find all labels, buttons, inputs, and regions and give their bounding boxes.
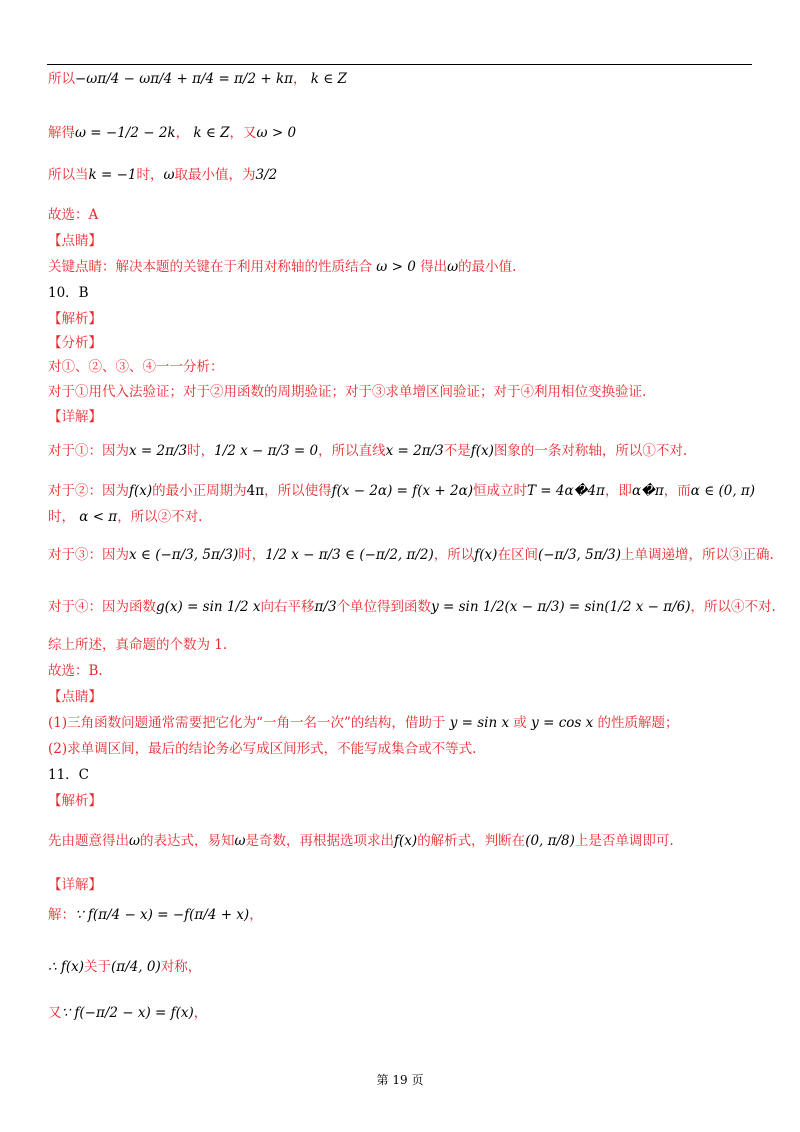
math-expression: ω > 0 [256,125,297,141]
math-expression: f(x) [470,443,494,459]
text-segment: 或 [513,715,527,731]
math-expression: α�π [631,483,664,499]
text-segment: (2)求单调区间，最后的结论务必写成区间形式，不能写成集合或不等式. [48,741,477,757]
math-expression: π/3 [314,599,337,615]
math-expression: ω [447,259,459,275]
text-segment: 对于②：因为 [48,483,129,499]
text-line [48,688,102,706]
text-segment: 时， [238,547,266,563]
text-segment: 关键点睛：解决本题的关键在于利用对称轴的性质结合 [48,259,372,275]
text-segment: ，所以②不对. [117,509,203,525]
text-line [48,408,102,426]
math-expression: f(x − 2α) = f(x + 2α) [331,483,474,499]
text-segment: ，所以 [433,547,475,563]
math-expression: ∴ f(x) [48,959,85,975]
text-line [48,636,227,654]
math-expression: g(x) = sin 1/2 x [156,599,261,615]
text-segment: 时， [136,167,164,183]
text-line [48,166,277,184]
text-segment: (1)三角函数问题通常需要把它化为“一角一名一次”的结构，借助于 [48,715,446,731]
math-expression: y = sin 1/2(x − π/3) = sin(1/2 x − π/6) [431,599,691,615]
math-expression: y = sin x [445,715,514,731]
math-expression: −ωπ/4 − ωπ/4 + π/4 = π/2 + kπ [75,71,293,87]
text-segment: 个单位得到函数 [336,599,432,615]
text-segment: 所以 [48,71,75,87]
text-segment: ，而 [663,483,691,499]
text-segment: ， [249,907,263,923]
text-segment: 对于④：因为函数 [48,599,156,615]
math-expression: 1/2 x − π/3 = 0 [214,443,319,459]
math-expression: k ∈ Z [189,125,230,141]
math-expression: ω [234,833,246,849]
math-expression: ω > 0 [372,259,421,275]
text-line [48,876,102,894]
text-line [48,766,89,784]
text-segment: 【详解】 [48,409,102,425]
math-expression: ω [163,167,175,183]
text-segment: 【点睛】 [48,233,102,249]
text-segment: 时， [48,509,75,525]
text-line [48,508,202,526]
math-expression: ω = −1/2 − 2k [75,125,176,141]
math-expression: (0, π/8) [525,833,575,849]
text-line [48,482,755,500]
math-expression: α ∈ (0, π) [690,483,756,499]
text-line [48,792,102,810]
text-line [48,310,102,328]
text-line [48,442,687,460]
text-segment: ，所以使得 [264,483,332,499]
text-line [48,70,347,88]
text-segment: 故选：A [48,207,99,223]
text-segment: 解： [48,907,75,923]
math-expression: (π/4, 0) [111,959,161,975]
math-expression: k ∈ Z [306,71,347,87]
text-segment: 【详解】 [48,877,102,893]
math-expression: 1/2 x − π/3 ∈ (−π/2, π/2) [265,547,434,563]
text-segment: 得出 [420,259,448,275]
text-segment: 所以当 [48,167,89,183]
text-segment: 综上所述，真命题的个数为 1. [48,637,228,653]
text-segment: 【分析】 [48,335,102,351]
text-segment: ，所以直线 [318,443,386,459]
text-segment: 不是 [443,443,471,459]
text-segment: 是奇数，再根据选项求出 [245,833,395,849]
text-line [48,334,102,352]
math-expression: 4π [246,483,265,499]
text-segment: ，即 [604,483,632,499]
text-segment: 【解析】 [48,793,102,809]
text-segment: 故选：B. [48,663,103,679]
math-expression: α < π [75,509,118,525]
text-segment: ， [193,1005,208,1021]
text-line [48,958,201,976]
text-segment: 解得 [48,125,75,141]
text-segment: 的最小正周期为 [152,483,247,499]
math-expression: x = 2π/3 [385,443,444,459]
text-line [48,232,102,250]
text-segment: 向右平移 [260,599,315,615]
text-segment: 在区间 [497,547,538,563]
text-line [48,1004,207,1022]
text-line [48,258,516,276]
text-line [48,206,98,224]
text-segment: 上是否单调即可. [574,833,674,849]
text-segment: 对于①用代入法验证；对于②用函数的周期验证；对于③求单增区间验证；对于④利用相位变换验证. [48,384,647,400]
text-line [48,383,646,401]
text-line [48,358,224,376]
math-expression: ∵ f(π/4 − x) = −f(π/4 + x) [75,907,250,923]
text-segment: 时， [187,443,215,459]
math-expression: (−π/3, 5π/3) [537,547,621,563]
text-segment: 上单调递增，所以③正确. [621,547,774,563]
text-segment: 的表达式，易知 [140,833,235,849]
text-line [48,124,296,142]
math-expression: 3/2 [255,167,278,183]
math-expression: f(x) [394,833,418,849]
text-line [48,714,679,732]
text-segment: 对于①：因为 [48,443,129,459]
math-expression: f(x) [474,547,498,563]
text-segment: 对称， [160,959,202,975]
math-expression: f(x) [129,483,153,499]
text-segment: ， [293,71,307,87]
math-expression: x ∈ (−π/3, 5π/3) [129,547,239,563]
text-line [48,906,263,924]
text-line [48,740,476,758]
text-segment: 对①、②、③、④一一分析： [48,359,224,375]
text-segment: 又 [48,1005,62,1021]
text-segment: 的解析式，判断在 [417,833,526,849]
text-segment: 【点睛】 [48,689,102,705]
text-segment: ， [175,125,190,141]
text-segment: 10．B [48,285,89,301]
math-expression: T = 4α�4π [527,483,605,499]
text-line [48,662,103,680]
math-expression: ∵ f(−π/2 − x) = f(x) [61,1005,194,1021]
header-rule [47,64,752,65]
text-segment: 取最小值，为 [174,167,256,183]
text-segment: ，所以④不对. [690,599,776,615]
text-segment: 图象的一条对称轴，所以①不对. [493,443,688,459]
text-line [48,598,776,616]
page-footer: 第 19 页 [376,1073,424,1087]
math-expression: x = 2π/3 [129,443,188,459]
text-segment: 的最小值. [458,259,517,275]
math-expression: y = cos x [526,715,598,731]
text-segment: 关于 [84,959,112,975]
text-segment: 对于③：因为 [48,547,129,563]
math-expression: k = −1 [88,167,137,183]
text-segment: 恒成立时 [473,483,528,499]
text-line [48,832,674,850]
text-segment: 【解析】 [48,311,102,327]
text-line [48,546,774,564]
text-segment: 先由题意得出 [48,833,129,849]
text-segment: 的性质解题； [597,715,679,731]
text-line [48,284,89,302]
math-expression: ω [129,833,141,849]
text-segment: 11．C [48,767,90,783]
text-segment: ，又 [229,125,257,141]
